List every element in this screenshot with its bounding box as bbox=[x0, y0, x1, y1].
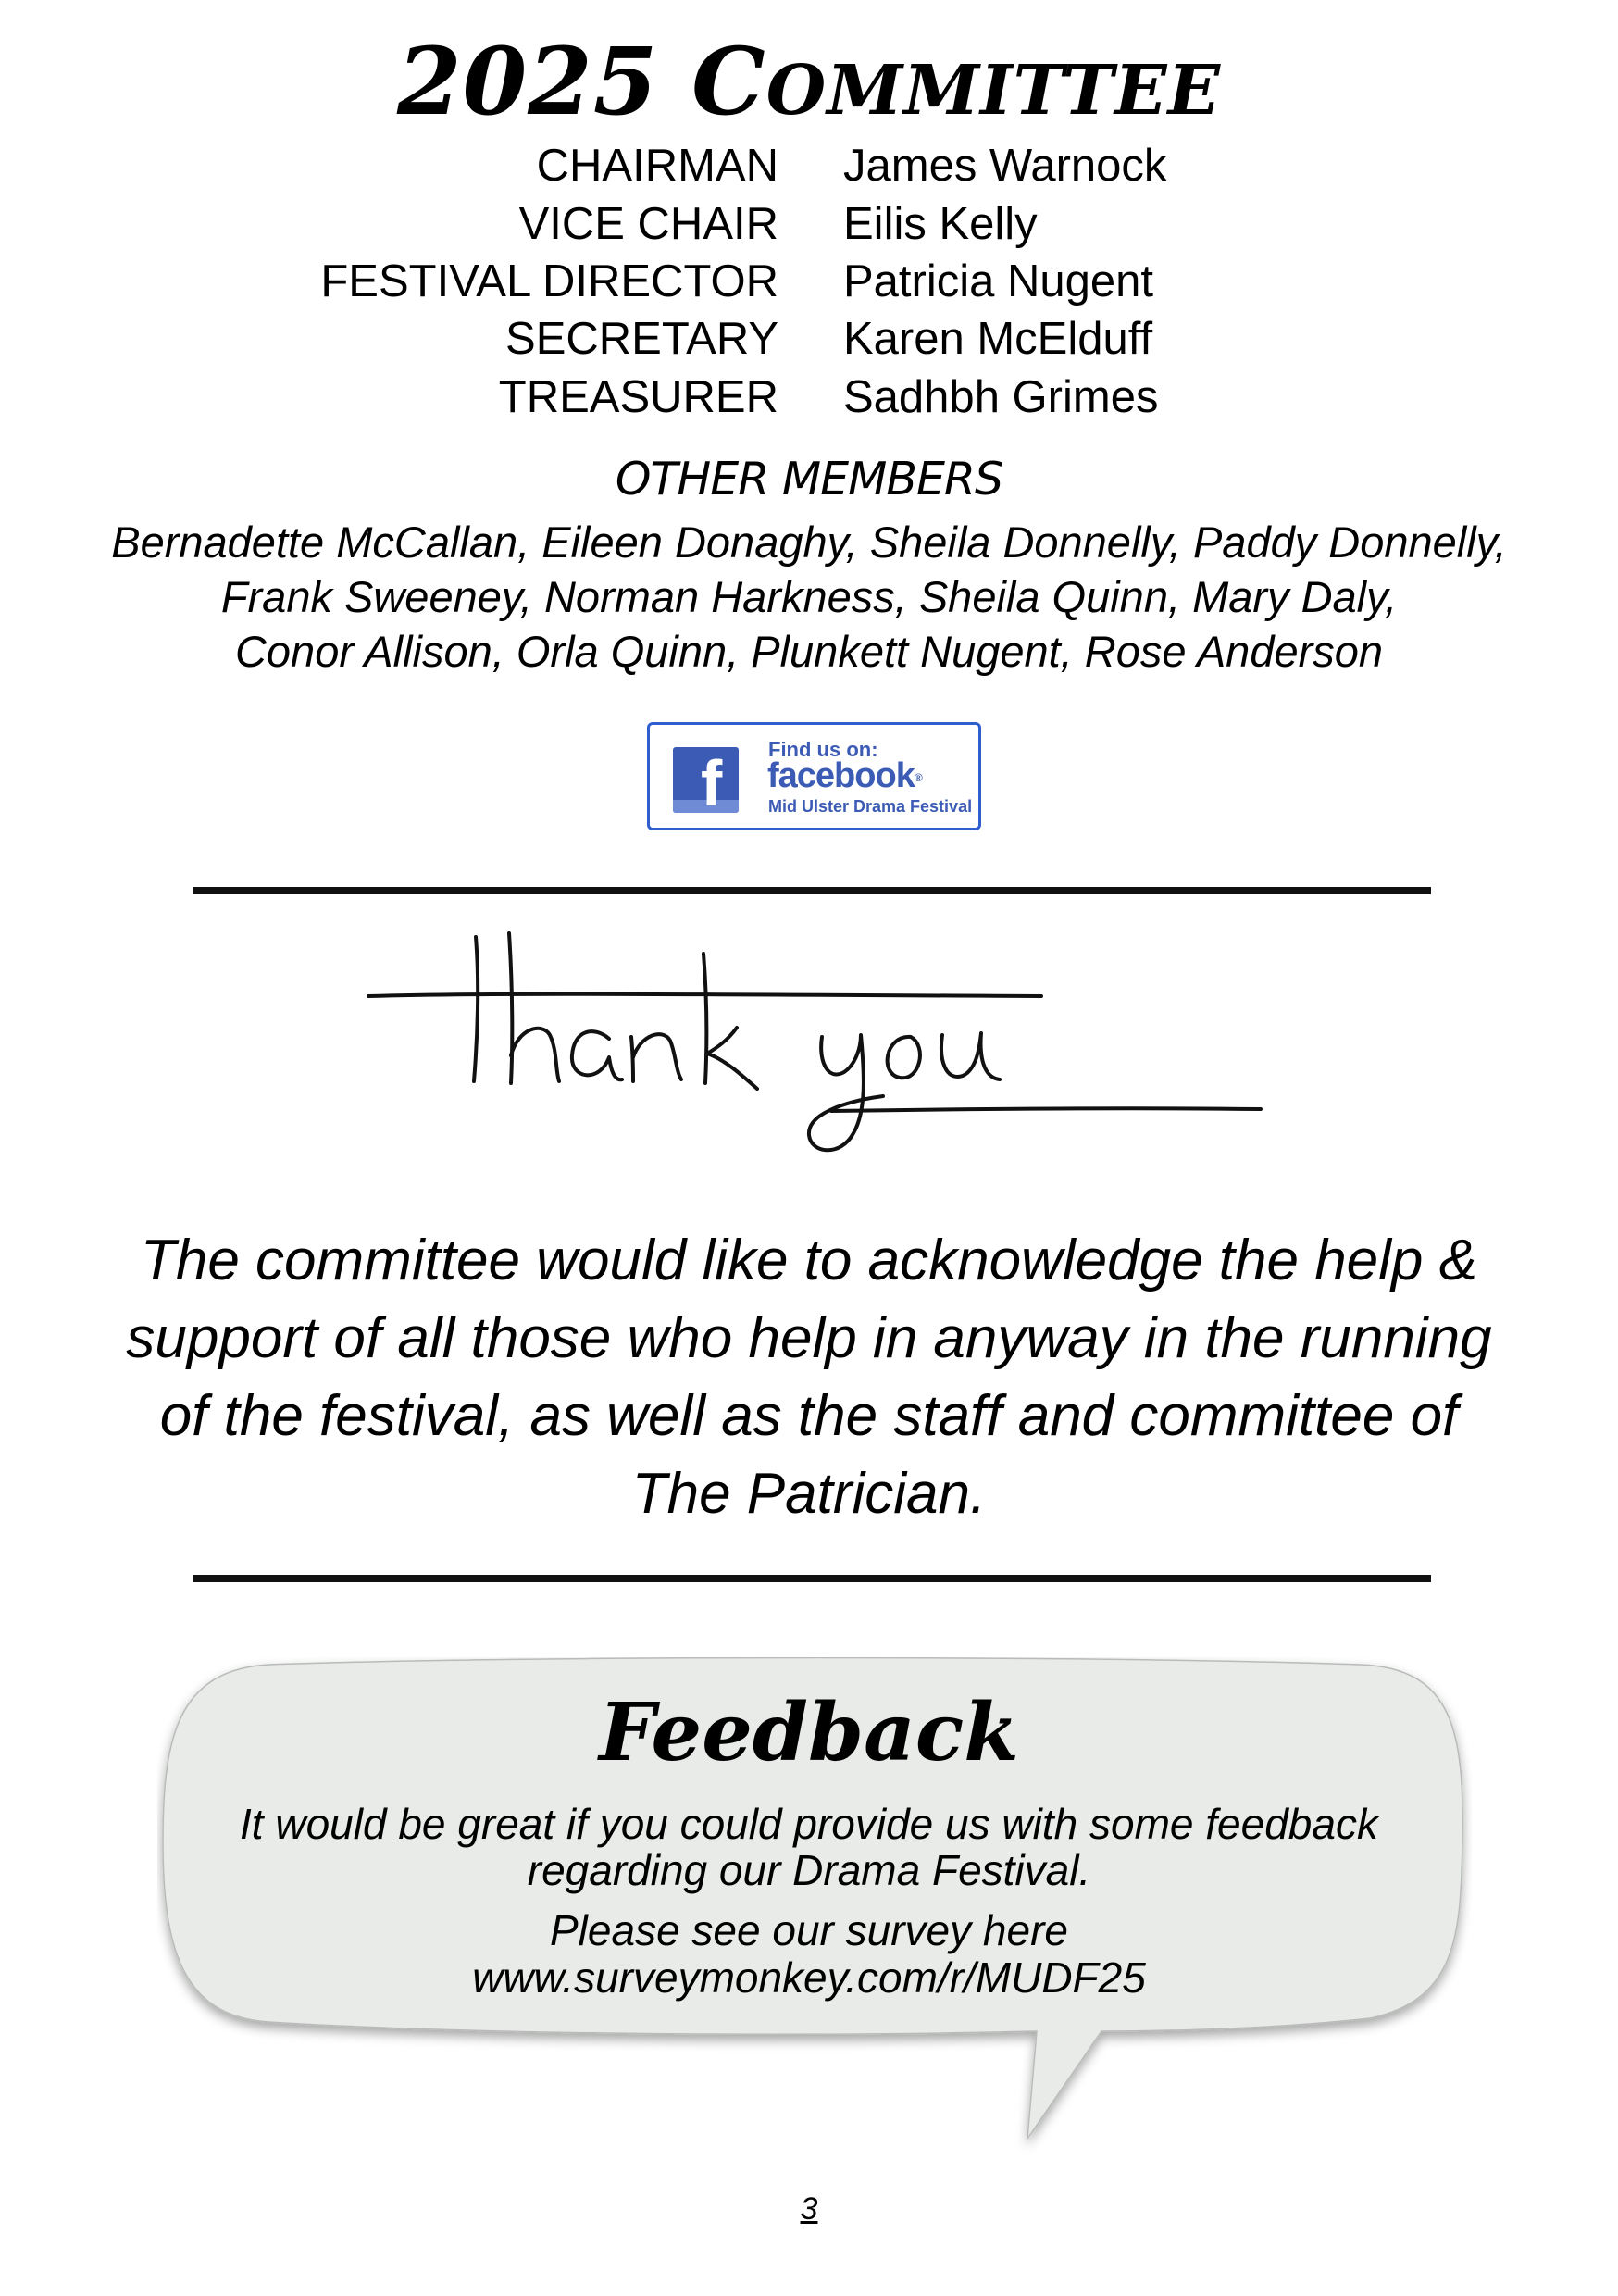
facebook-f-icon: f bbox=[673, 747, 739, 813]
title-word-rest: OMMITTEE bbox=[765, 51, 1221, 131]
page-number: 3 bbox=[800, 2191, 818, 2227]
feedback-heading: Feedback bbox=[599, 1686, 1019, 1779]
members-line: Bernadette McCallan, Eileen Donaghy, Sheila Donnelly, Paddy Donnelly, bbox=[111, 518, 1507, 567]
officer-row bbox=[0, 137, 1618, 194]
officer-row bbox=[0, 310, 1618, 368]
acknowledgement-text bbox=[56, 1222, 1562, 1533]
title-year: 2025 bbox=[397, 27, 659, 136]
officer-name: Patricia Nugent bbox=[843, 256, 1154, 306]
acknowledgement-line: The Patrician. bbox=[631, 1462, 987, 1526]
officer-role: SECRETARY bbox=[505, 314, 778, 364]
facebook-find-us: Find us on: bbox=[768, 738, 878, 761]
survey-link[interactable]: www.surveymonkey.com/r/MUDF25 bbox=[472, 1953, 1146, 2002]
divider bbox=[193, 887, 1431, 894]
officer-row bbox=[0, 368, 1618, 426]
officer-role: VICE CHAIR bbox=[518, 199, 778, 249]
officer-role: CHAIRMAN bbox=[536, 141, 778, 191]
acknowledgement-line: of the festival, as well as the staff and committee of bbox=[159, 1384, 1459, 1448]
feedback-line: Please see our survey here bbox=[550, 1906, 1068, 1954]
members-line: Frank Sweeney, Norman Harkness, Sheila Quinn, Mary Daly, bbox=[220, 572, 1398, 621]
feedback-line: regarding our Drama Festival. bbox=[527, 1846, 1091, 1894]
divider bbox=[193, 1575, 1431, 1582]
feedback-line: It would be great if you could provide us with some feedback bbox=[240, 1800, 1378, 1848]
officer-row bbox=[0, 253, 1618, 310]
members-line: Conor Allison, Orla Quinn, Plunkett Nugent, Rose Anderson bbox=[234, 627, 1384, 676]
officer-name: Karen McElduff bbox=[843, 314, 1153, 364]
other-members-heading: OTHER MEMBERS bbox=[615, 453, 1003, 505]
acknowledgement-line: The committee would like to acknowledge the help & bbox=[140, 1229, 1477, 1292]
officer-row bbox=[0, 195, 1618, 253]
facebook-wordmark: facebook® bbox=[767, 756, 922, 795]
acknowledgement-line: support of all those who help in anyway in the running bbox=[126, 1306, 1492, 1370]
officer-name: James Warnock bbox=[843, 141, 1167, 191]
officer-name: Eilis Kelly bbox=[843, 199, 1038, 249]
officer-role: FESTIVAL DIRECTOR bbox=[320, 256, 778, 306]
thank-you-script bbox=[361, 926, 1268, 1176]
facebook-badge[interactable] bbox=[647, 722, 981, 830]
page-title bbox=[0, 27, 1618, 136]
facebook-brand: facebook bbox=[767, 756, 915, 795]
facebook-page-name: Mid Ulster Drama Festival bbox=[768, 797, 973, 816]
title-word-initial: C bbox=[691, 27, 766, 136]
officer-role: TREASURER bbox=[498, 372, 778, 422]
officer-name: Sadhbh Grimes bbox=[843, 372, 1159, 422]
